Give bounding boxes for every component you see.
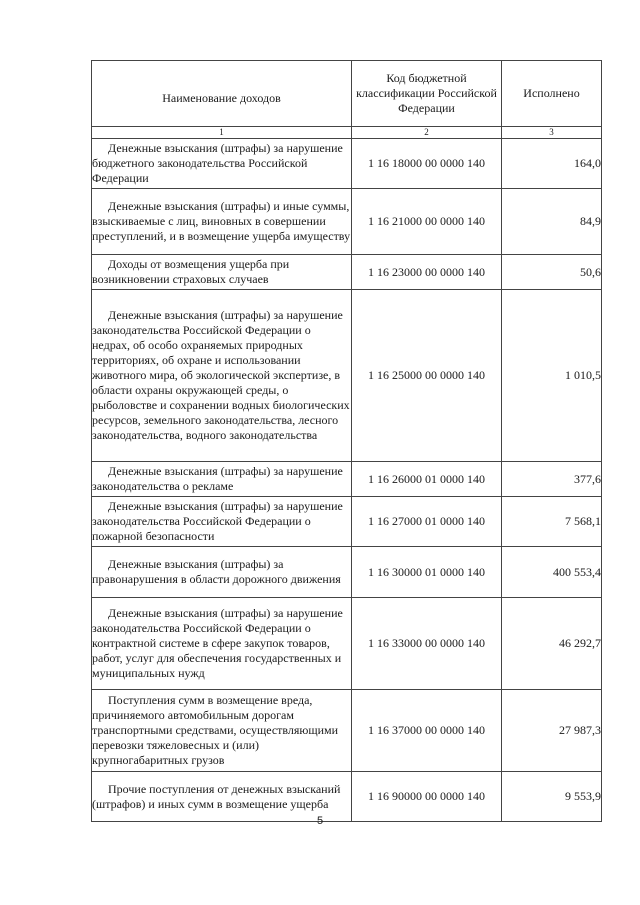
row-name: Денежные взыскания (штрафы) за нарушение законодательства о рекламе [92,462,352,497]
row-code: 1 16 33000 00 0000 140 [352,598,502,690]
header-executed: Исполнено [502,61,602,127]
column-number: 2 [352,127,502,139]
table-row [92,772,602,822]
row-name: Денежные взыскания (штрафы) за нарушение законодательства Российской Федерации о недрах, об особо охраняемых природных территориях, об охране и использовании животного мира, об экологической экспертизе, в области охраны окружающей среды, о рыболовстве и сохранении водных биологических ресурсов, земельного законодательства, лесного законодательства, водного законодательства [92,290,352,462]
table-row [92,290,602,462]
page-number: 5 [316,815,324,827]
header-row [92,61,602,127]
header-code: Код бюджетной классификации Российской Федерации [352,61,502,127]
row-code: 1 16 27000 01 0000 140 [352,497,502,547]
row-amount: 84,9 [502,189,602,255]
column-number: 1 [92,127,352,139]
row-code: 1 16 90000 00 0000 140 [352,772,502,822]
row-code: 1 16 37000 00 0000 140 [352,690,502,772]
row-name: Денежные взыскания (штрафы) за нарушение законодательства Российской Федерации о контрактной системе в сфере закупок товаров, работ, услуг для обеспечения государственных и муниципальных нужд [92,598,352,690]
row-amount: 9 553,9 [502,772,602,822]
row-code: 1 16 21000 00 0000 140 [352,189,502,255]
row-amount: 164,0 [502,139,602,189]
revenue-table [91,60,602,822]
row-name: Доходы от возмещения ущерба при возникновении страховых случаев [92,255,352,290]
table-row [92,139,602,189]
table-row [92,189,602,255]
row-name: Денежные взыскания (штрафы) и иные суммы, взыскиваемые с лиц, виновных в совершении преступлений, и в возмещение ущерба имуществу [92,189,352,255]
table-row [92,690,602,772]
row-code: 1 16 18000 00 0000 140 [352,139,502,189]
row-code: 1 16 26000 01 0000 140 [352,462,502,497]
column-number: 3 [502,127,602,139]
table-row [92,255,602,290]
row-amount: 50,6 [502,255,602,290]
table-row [92,598,602,690]
row-code: 1 16 30000 01 0000 140 [352,547,502,598]
row-amount: 7 568,1 [502,497,602,547]
row-name: Прочие поступления от денежных взысканий (штрафов) и иных сумм в возмещение ущерба [92,772,352,822]
row-amount: 400 553,4 [502,547,602,598]
row-code: 1 16 25000 00 0000 140 [352,290,502,462]
row-name: Денежные взыскания (штрафы) за правонарушения в области дорожного движения [92,547,352,598]
row-code: 1 16 23000 00 0000 140 [352,255,502,290]
table-row [92,497,602,547]
row-name: Денежные взыскания (штрафы) за нарушение бюджетного законодательства Российской Федерации [92,139,352,189]
column-number-row [92,127,602,139]
row-amount: 377,6 [502,462,602,497]
header-name: Наименование доходов [92,61,352,127]
row-amount: 27 987,3 [502,690,602,772]
row-name: Денежные взыскания (штрафы) за нарушение законодательства Российской Федерации о пожарной безопасности [92,497,352,547]
table-row [92,547,602,598]
row-name: Поступления сумм в возмещение вреда, причиняемого автомобильным дорогам транспортными средствами, осуществляющими перевозки тяжеловесных и (или) крупногабаритных грузов [92,690,352,772]
row-amount: 1 010,5 [502,290,602,462]
row-amount: 46 292,7 [502,598,602,690]
table-row [92,462,602,497]
